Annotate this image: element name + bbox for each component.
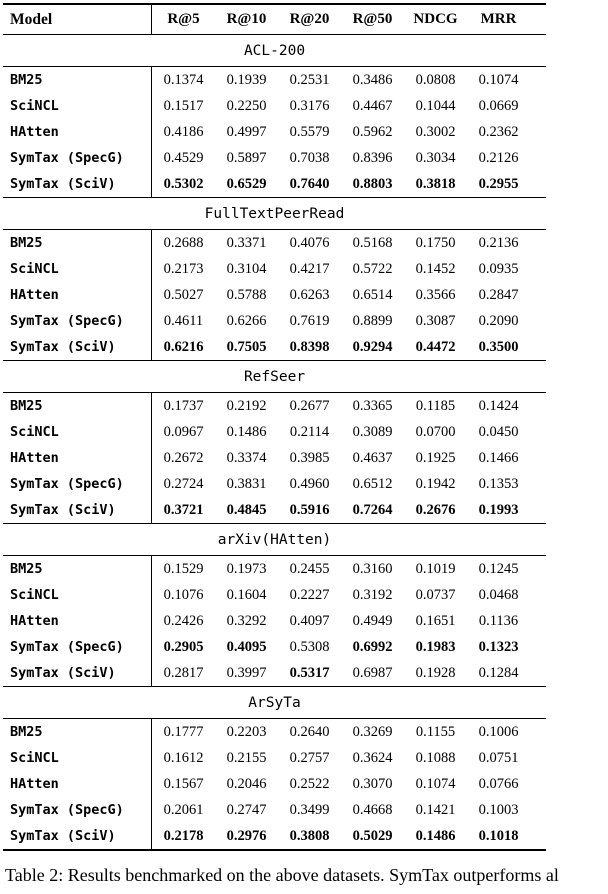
metric-value: 0.2178	[163, 827, 204, 844]
metric-value: 0.1486	[226, 423, 267, 440]
table-row	[3, 93, 546, 119]
metric-value: 0.2847	[478, 286, 519, 303]
metric-value: 0.2227	[289, 586, 330, 603]
table-row	[3, 230, 546, 256]
metric-value: 0.1374	[163, 71, 204, 88]
table-row	[3, 419, 546, 445]
metric-value: 0.2203	[226, 723, 267, 740]
metric-value: 0.4949	[352, 612, 393, 629]
metric-value: 0.4097	[289, 612, 330, 629]
metric-value: 0.6263	[289, 286, 330, 303]
metric-value: 0.3831	[226, 475, 267, 492]
metric-value: 0.2677	[289, 397, 330, 414]
metric-value: 0.7619	[289, 312, 330, 329]
metric-value: 0.0700	[415, 423, 456, 440]
metric-value: 0.4845	[226, 501, 267, 518]
section-title-label: arXiv(HAtten)	[217, 531, 332, 548]
metric-value: 0.6992	[352, 638, 393, 655]
table-row	[3, 582, 546, 608]
metric-value: 0.4186	[163, 123, 204, 140]
metric-value: 0.1750	[415, 234, 456, 251]
metric-value: 0.2531	[289, 71, 330, 88]
metric-value: 0.2173	[163, 260, 204, 277]
model-name: SciNCL	[10, 424, 59, 440]
metric-value: 0.3365	[352, 397, 393, 414]
column-header: MRR	[480, 11, 517, 27]
model-name: HAtten	[10, 450, 59, 466]
metric-value: 0.1486	[415, 827, 456, 844]
metric-value: 0.3808	[289, 827, 330, 844]
metric-value: 0.3002	[415, 123, 456, 140]
metric-value: 0.2747	[226, 801, 267, 818]
metric-value: 0.1076	[163, 586, 204, 603]
metric-value: 0.2955	[478, 175, 519, 192]
model-name: SciNCL	[10, 98, 59, 114]
metric-value: 0.3104	[226, 260, 267, 277]
metric-value: 0.6987	[352, 664, 393, 681]
metric-value: 0.2090	[478, 312, 519, 329]
column-header: R@20	[289, 11, 330, 27]
metric-value: 0.5579	[289, 123, 330, 140]
metric-value: 0.3721	[163, 501, 204, 518]
metric-value: 0.1044	[415, 97, 456, 114]
table-row	[3, 634, 546, 660]
table-row	[3, 823, 546, 849]
section-title-label: FullTextPeerRead	[204, 205, 345, 222]
metric-value: 0.5029	[352, 827, 393, 844]
metric-value: 0.2114	[289, 423, 330, 440]
metric-value: 0.2688	[163, 234, 204, 251]
metric-value: 0.8899	[352, 312, 393, 329]
metric-value: 0.1983	[415, 638, 456, 655]
metric-value: 0.4637	[352, 449, 393, 466]
model-name: BM25	[10, 398, 43, 414]
metric-value: 0.2724	[163, 475, 204, 492]
table-row	[3, 445, 546, 471]
metric-value: 0.6512	[352, 475, 393, 492]
table-row	[3, 719, 546, 745]
metric-value: 0.4095	[226, 638, 267, 655]
metric-value: 0.3371	[226, 234, 267, 251]
metric-value: 0.4668	[352, 801, 393, 818]
metric-value: 0.2976	[226, 827, 267, 844]
metric-value: 0.4529	[163, 149, 204, 166]
model-name: HAtten	[10, 287, 59, 303]
results-table	[3, 3, 546, 851]
metric-value: 0.2522	[289, 775, 330, 792]
dataset-section-title	[3, 523, 546, 556]
model-name: BM25	[10, 72, 43, 88]
table-header-row	[3, 5, 546, 34]
metric-value: 0.3818	[415, 175, 456, 192]
metric-value: 0.1973	[226, 560, 267, 577]
metric-value: 0.2126	[478, 149, 519, 166]
metric-value: 0.8803	[352, 175, 393, 192]
metric-value: 0.7038	[289, 149, 330, 166]
model-name: SymTax (SciV)	[10, 665, 116, 681]
metric-value: 0.3089	[352, 423, 393, 440]
metric-value: 0.2676	[415, 501, 456, 518]
metric-value: 0.5168	[352, 234, 393, 251]
metric-value: 0.1612	[163, 749, 204, 766]
metric-value: 0.2155	[226, 749, 267, 766]
metric-value: 0.8396	[352, 149, 393, 166]
metric-value: 0.1019	[415, 560, 456, 577]
metric-value: 0.9294	[352, 338, 393, 355]
section-title-label: ArSyTa	[248, 694, 301, 711]
metric-value: 0.2640	[289, 723, 330, 740]
metric-value: 0.1185	[415, 397, 456, 414]
metric-value: 0.1529	[163, 560, 204, 577]
model-name: SymTax (SpecG)	[10, 313, 124, 329]
metric-value: 0.1777	[163, 723, 204, 740]
model-name: HAtten	[10, 613, 59, 629]
metric-value: 0.5027	[163, 286, 204, 303]
metric-value: 0.4467	[352, 97, 393, 114]
metric-value: 0.0935	[478, 260, 519, 277]
table-row	[3, 67, 546, 93]
metric-value: 0.1517	[163, 97, 204, 114]
metric-value: 0.5962	[352, 123, 393, 140]
metric-value: 0.1925	[415, 449, 456, 466]
table-row	[3, 171, 546, 197]
metric-value: 0.1424	[478, 397, 519, 414]
metric-value: 0.3566	[415, 286, 456, 303]
table-row	[3, 282, 546, 308]
model-name: HAtten	[10, 776, 59, 792]
metric-value: 0.6266	[226, 312, 267, 329]
metric-value: 0.4472	[415, 338, 456, 355]
metric-value: 0.4217	[289, 260, 330, 277]
model-name: SymTax (SpecG)	[10, 150, 124, 166]
metric-value: 0.1088	[415, 749, 456, 766]
model-name: SymTax (SciV)	[10, 502, 116, 518]
table-row	[3, 471, 546, 497]
metric-value: 0.5916	[289, 501, 330, 518]
metric-value: 0.0751	[478, 749, 519, 766]
metric-value: 0.0808	[415, 71, 456, 88]
metric-value: 0.3087	[415, 312, 456, 329]
table-row	[3, 497, 546, 523]
model-name: SymTax (SpecG)	[10, 802, 124, 818]
metric-value: 0.0468	[478, 586, 519, 603]
metric-value: 0.8398	[289, 338, 330, 355]
table-row	[3, 334, 546, 360]
metric-value: 0.4076	[289, 234, 330, 251]
table-row	[3, 660, 546, 686]
dataset-section-title	[3, 360, 546, 393]
metric-value: 0.1006	[478, 723, 519, 740]
metric-value: 0.0669	[478, 97, 519, 114]
table-row	[3, 771, 546, 797]
model-name: SymTax (SpecG)	[10, 639, 124, 655]
metric-value: 0.1245	[478, 560, 519, 577]
metric-value: 0.5308	[289, 638, 330, 655]
section-title-label: ACL-200	[243, 42, 306, 59]
metric-value: 0.3486	[352, 71, 393, 88]
metric-value: 0.3160	[352, 560, 393, 577]
metric-value: 0.6216	[163, 338, 204, 355]
metric-value: 0.1942	[415, 475, 456, 492]
metric-value: 0.3292	[226, 612, 267, 629]
metric-value: 0.4960	[289, 475, 330, 492]
metric-value: 0.1155	[415, 723, 456, 740]
metric-value: 0.1737	[163, 397, 204, 414]
metric-value: 0.1018	[478, 827, 519, 844]
metric-value: 0.2061	[163, 801, 204, 818]
metric-value: 0.1452	[415, 260, 456, 277]
metric-value: 0.1074	[478, 71, 519, 88]
model-name: SymTax (SciV)	[10, 828, 116, 844]
model-name: BM25	[10, 235, 43, 251]
metric-value: 0.3374	[226, 449, 267, 466]
metric-value: 0.2455	[289, 560, 330, 577]
model-name: SymTax (SciV)	[10, 176, 116, 192]
metric-value: 0.3034	[415, 149, 456, 166]
metric-value: 0.7264	[352, 501, 393, 518]
metric-value: 0.5302	[163, 175, 204, 192]
metric-value: 0.1993	[478, 501, 519, 518]
metric-value: 0.1939	[226, 71, 267, 88]
metric-value: 0.2250	[226, 97, 267, 114]
metric-value: 0.2362	[478, 123, 519, 140]
table-caption: Table 2: Results benchmarked on the above datasets. SymTax outperforms al	[5, 865, 559, 885]
metric-value: 0.1421	[415, 801, 456, 818]
model-name: SymTax (SpecG)	[10, 476, 124, 492]
table-row	[3, 797, 546, 823]
metric-value: 0.1136	[478, 612, 519, 629]
metric-value: 0.1928	[415, 664, 456, 681]
metric-value: 0.3985	[289, 449, 330, 466]
metric-value: 0.1567	[163, 775, 204, 792]
table-row	[3, 145, 546, 171]
model-name: SciNCL	[10, 587, 59, 603]
metric-value: 0.3269	[352, 723, 393, 740]
metric-value: 0.1651	[415, 612, 456, 629]
metric-value: 0.2136	[478, 234, 519, 251]
metric-value: 0.0766	[478, 775, 519, 792]
table-row	[3, 745, 546, 771]
metric-value: 0.2426	[163, 612, 204, 629]
metric-value: 0.5788	[226, 286, 267, 303]
metric-value: 0.6529	[226, 175, 267, 192]
metric-value: 0.0450	[478, 423, 519, 440]
metric-value: 0.1074	[415, 775, 456, 792]
column-header: R@10	[226, 11, 267, 27]
model-name: SciNCL	[10, 261, 59, 277]
metric-value: 0.3624	[352, 749, 393, 766]
metric-value: 0.0967	[163, 423, 204, 440]
column-header: R@5	[167, 11, 200, 27]
metric-value: 0.2672	[163, 449, 204, 466]
dataset-section-title	[3, 197, 546, 230]
metric-value: 0.3500	[478, 338, 519, 355]
metric-value: 0.7640	[289, 175, 330, 192]
table-row	[3, 256, 546, 282]
metric-value: 0.3997	[226, 664, 267, 681]
metric-value: 0.1353	[478, 475, 519, 492]
metric-value: 0.0737	[415, 586, 456, 603]
section-title-label: RefSeer	[243, 368, 306, 385]
column-header: R@50	[352, 11, 393, 27]
metric-value: 0.5317	[289, 664, 330, 681]
metric-value: 0.4611	[163, 312, 204, 329]
metric-value: 0.1604	[226, 586, 267, 603]
metric-value: 0.3176	[289, 97, 330, 114]
metric-value: 0.5897	[226, 149, 267, 166]
metric-value: 0.3499	[289, 801, 330, 818]
dataset-section-title	[3, 34, 546, 67]
table-row	[3, 556, 546, 582]
metric-value: 0.1466	[478, 449, 519, 466]
metric-value: 0.3192	[352, 586, 393, 603]
metric-value: 0.7505	[226, 338, 267, 355]
model-name: SymTax (SciV)	[10, 339, 116, 355]
table-row	[3, 608, 546, 634]
metric-value: 0.2905	[163, 638, 204, 655]
metric-value: 0.1323	[478, 638, 519, 655]
model-name: BM25	[10, 724, 43, 740]
column-header: NDCG	[413, 11, 458, 27]
table-row	[3, 119, 546, 145]
metric-value: 0.4997	[226, 123, 267, 140]
model-name: HAtten	[10, 124, 59, 140]
model-name: SciNCL	[10, 750, 59, 766]
table-row	[3, 393, 546, 419]
metric-value: 0.3070	[352, 775, 393, 792]
metric-value: 0.6514	[352, 286, 393, 303]
metric-value: 0.5722	[352, 260, 393, 277]
metric-value: 0.1003	[478, 801, 519, 818]
metric-value: 0.2817	[163, 664, 204, 681]
table-row	[3, 308, 546, 334]
metric-value: 0.2046	[226, 775, 267, 792]
metric-value: 0.1284	[478, 664, 519, 681]
model-name: BM25	[10, 561, 43, 577]
metric-value: 0.2192	[226, 397, 267, 414]
metric-value: 0.2757	[289, 749, 330, 766]
dataset-section-title	[3, 686, 546, 719]
column-header-model: Model	[10, 10, 53, 28]
